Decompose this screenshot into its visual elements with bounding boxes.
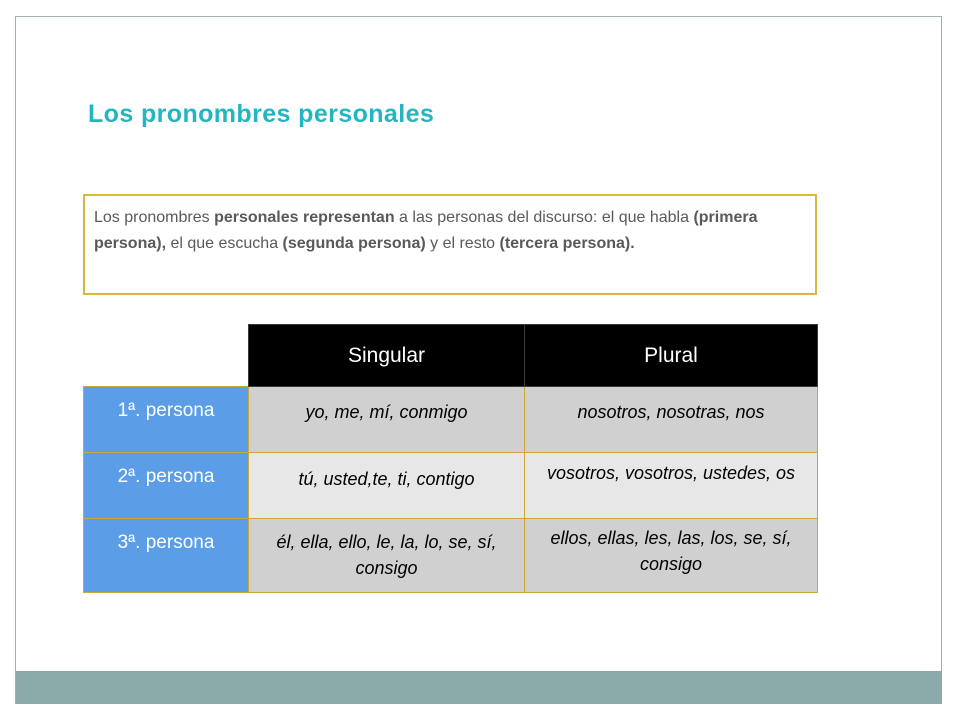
pronouns-table	[83, 324, 818, 593]
intro-bold: (tercera persona).	[499, 235, 635, 252]
header-singular: Singular	[249, 325, 525, 387]
table-row	[84, 453, 818, 519]
row-label-first-person: 1ª. persona	[84, 387, 249, 453]
cell-plural: vosotros, vosotros, ustedes, os	[525, 453, 818, 519]
intro-bold: (segunda persona)	[282, 235, 426, 252]
cell-plural: nosotros, nosotras, nos	[525, 387, 818, 453]
intro-text: a las personas del discurso: el que habla	[394, 209, 694, 226]
cell-singular: él, ella, ello, le, la, lo, se, sí, consigo	[249, 519, 525, 593]
table-header-row	[84, 325, 818, 387]
intro-text-box	[83, 194, 817, 295]
row-label-third-person: 3ª. persona	[84, 519, 249, 593]
footer-bar	[16, 671, 942, 704]
table-corner	[84, 325, 249, 387]
intro-text: y el resto	[425, 235, 500, 252]
intro-bold: (primera persona),	[94, 209, 758, 252]
row-label-second-person: 2ª. persona	[84, 453, 249, 519]
table-row	[84, 519, 818, 593]
page-title: Los pronombres personales	[88, 100, 435, 128]
table-row	[84, 387, 818, 453]
intro-bold: personales representan	[214, 209, 395, 226]
cell-singular: tú, usted,te, ti, contigo	[249, 453, 525, 519]
cell-singular: yo, me, mí, conmigo	[249, 387, 525, 453]
intro-text: Los pronombres	[94, 209, 215, 226]
intro-text: el que escucha	[166, 235, 283, 252]
cell-plural: ellos, ellas, les, las, los, se, sí, consigo	[525, 519, 818, 593]
header-plural: Plural	[525, 325, 818, 387]
